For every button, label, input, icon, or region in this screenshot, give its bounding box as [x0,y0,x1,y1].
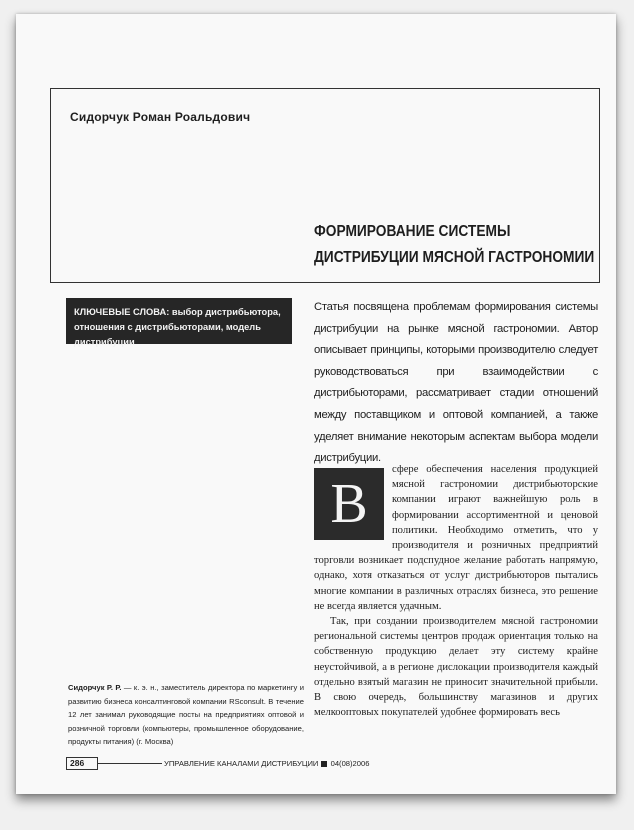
body-paragraph-1: сфере обеспечения населения продукцией мясной гастрономии дистрибьюторские компании играют важнейшую роль в формировании ассортиментной и ценовой политики. Необходимо отметить, что у производителя и розничных предприятий торговли возникает подспудное желание работать напрямую, однако, хотя отказаться от услуг дистрибьюторов пытались многие компании в различных отраслях бизнеса, это решение не всегда является удачным. [314,464,598,612]
keywords-text: выбор дистрибьютора, отношения с дистрибьюторами, модель дистрибуции [74,307,281,347]
article-title-line-1: ФОРМИРОВАНИЕ СИСТЕМЫ [314,223,511,240]
footer-journal [162,758,371,769]
body-paragraph-2: Так, при создании производителем мясной гастрономии региональной системы центров продаж ориентация только на собственную продукцию делает эту систему крайне неустойчивой, а в регионе дислокации производителя каждый отдельно взятый магазин не приносит значительной прибыли. В свою очередь, большинству магазинов и других мелкооптовых покупателей удобнее формировать весь [314,616,598,719]
keywords-label: КЛЮЧЕВЫЕ СЛОВА: [74,307,170,317]
author-note-name: Сидорчук Р. Р. [68,683,122,692]
journal-name: УПРАВЛЕНИЕ КАНАЛАМИ ДИСТРИБУЦИИ [164,759,319,768]
journal-issue: 04(08)2006 [330,759,370,768]
author-note-text: — к. э. н., заместитель директора по маркетингу и развитию бизнеса консалтинговой компании RSconsult. В течение 12 лет занимал руководящие посты на предприятиях оптовой и розничной торговли (компьютеры, промышленное оборудование, продукты питания) (г. Москва) [68,683,304,746]
author-name: Сидорчук Роман Роальдович [70,110,251,124]
article-title [314,219,595,271]
article-title-line-2: ДИСТРИБУЦИИ МЯСНОЙ ГАСТРОНОМИИ [314,249,595,266]
keywords-box [66,298,292,347]
article-abstract: Статья посвящена проблемам формирования системы дистрибуции на рынке мясной гастрономии. Автор описывает принципы, которыми производителю следует руководствоваться при взаимодействии с дистрибьюторами, рассматривает стадии отношений между поставщиком и оптовой компанией, а также уделяет внимание некоторым аспектам выбора модели дистрибуции. [314,301,598,465]
square-bullet-icon [321,761,327,767]
journal-page [16,14,616,794]
page-number: 286 [66,757,98,770]
drop-cap: В [314,468,384,540]
author-note [68,681,304,749]
article-body [314,462,598,720]
